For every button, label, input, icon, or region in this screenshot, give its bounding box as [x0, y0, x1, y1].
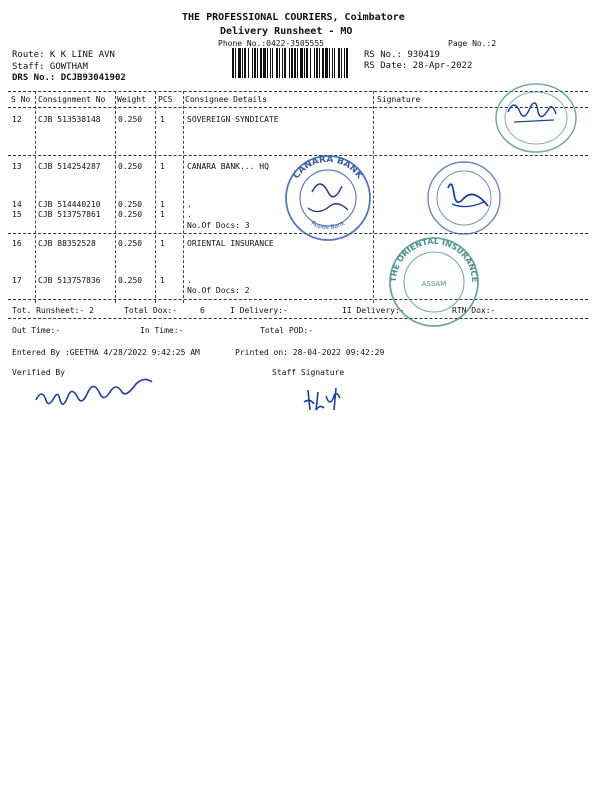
barcode-bar	[325, 48, 328, 78]
rubber-stamp-icon	[484, 82, 584, 162]
row-weight: 0.250	[118, 162, 143, 171]
row-consignment: CJB 513757861	[38, 210, 101, 219]
staff-signature	[300, 382, 360, 416]
oriental-stamp-center-text: ASSAM	[421, 280, 447, 288]
row-consignment: CJB 513538148	[38, 115, 101, 124]
barcode-bar	[304, 48, 305, 78]
document-title: Delivery Runsheet - MO	[220, 26, 353, 37]
in-time: In Time:-	[140, 326, 184, 335]
svg-text:Rupee Bank	[310, 220, 347, 231]
row-sno: 16	[12, 239, 22, 248]
col-divider	[155, 91, 156, 303]
verifier-signature	[30, 378, 170, 414]
table-bottom-rule	[8, 299, 588, 300]
total-dox-label: Total Dox:-	[124, 306, 177, 315]
barcode-bar	[338, 48, 340, 78]
barcode-bar	[279, 48, 280, 78]
col-pcs: PCS	[158, 95, 173, 104]
ii-delivery: II Delivery:-	[342, 306, 405, 315]
col-consignment: Consignment No	[38, 95, 106, 104]
barcode-bar	[306, 48, 308, 78]
row-sno: 14	[12, 200, 22, 209]
row-consignment: CJB 514440210	[38, 200, 101, 209]
i-delivery: I Delivery:-	[230, 306, 288, 315]
barcode-bar	[346, 48, 348, 78]
doc-count: No.Of Docs: 3	[187, 221, 250, 230]
barcode-bar	[267, 48, 268, 78]
barcode-bar	[332, 48, 333, 78]
barcode-bar	[322, 48, 324, 78]
canara-bank-stamp	[278, 152, 378, 242]
barcode-bar	[276, 48, 278, 78]
row-sno: 13	[12, 162, 22, 171]
barcode-bar	[254, 48, 256, 78]
row-weight: 0.250	[118, 115, 143, 124]
entered-by: Entered By :GEETHA 4/28/2022 9:42:25 AM	[12, 348, 200, 357]
rs-number: RS No.: 930419	[364, 50, 440, 60]
row-weight: 0.250	[118, 200, 143, 209]
barcode-bar	[282, 48, 283, 78]
col-divider	[115, 91, 116, 303]
barcode-bar	[260, 48, 262, 78]
row-pcs: 1	[160, 200, 165, 209]
row-consignee: CANARA BANK... HQ	[187, 162, 269, 171]
row-pcs: 1	[160, 210, 165, 219]
row-weight: 0.250	[118, 210, 143, 219]
row-pcs: 1	[160, 276, 165, 285]
row-consignment: CJB 88352528	[38, 239, 96, 248]
company-name: THE PROFESSIONAL COURIERS, Coimbatore	[182, 12, 405, 23]
row-pcs: 1	[160, 239, 165, 248]
barcode-bar	[242, 48, 243, 78]
row-consignment: CJB 514254287	[38, 162, 101, 171]
barcode-bar	[319, 48, 320, 78]
col-sno: S No	[11, 95, 31, 104]
row-sno: 12	[12, 115, 22, 124]
barcode-bar	[314, 48, 315, 78]
barcode-bar	[329, 48, 330, 78]
tot-runsheet: Tot. Runsheet:- 2	[12, 306, 94, 315]
canara-stamp-top-text: CANARA BANK	[291, 154, 365, 181]
barcode-bar	[257, 48, 258, 78]
oriental-insurance-stamp	[384, 234, 484, 330]
total-dox-value: 6	[200, 306, 205, 315]
row-consignee: ORIENTAL INSURANCE	[187, 239, 274, 248]
barcode-bar	[291, 48, 293, 78]
barcode-bar	[238, 48, 241, 78]
staff-signature-label: Staff Signature	[272, 368, 345, 377]
route-label: Route: K K LINE AVN	[12, 50, 115, 60]
staff-label: Staff: GOWTHAM	[12, 62, 88, 72]
oriental-stamp-top-text: THE ORIENTAL INSURANCE	[388, 236, 480, 283]
page-number: Page No.:2	[448, 39, 497, 48]
barcode-bar	[341, 48, 342, 78]
barcode-bar	[310, 48, 311, 78]
col-weight: Weight	[117, 95, 146, 104]
barcode-bar	[334, 48, 335, 78]
total-pod: Total POD:-	[260, 326, 313, 335]
rubber-stamp-icon	[418, 158, 508, 240]
phone-number: Phone No.:0422-3505555	[218, 39, 324, 48]
rs-date: RS Date: 28-Apr-2022	[364, 61, 473, 71]
barcode-icon	[230, 48, 350, 78]
barcode-bar	[344, 48, 345, 78]
barcode-bar	[235, 48, 236, 78]
barcode-bar	[244, 48, 246, 78]
barcode-bar	[300, 48, 303, 78]
out-time: Out Time:-	[12, 326, 61, 335]
row-consignee: SOVEREIGN SYNDICATE	[187, 115, 279, 124]
barcode-bar	[316, 48, 318, 78]
row-consignee: .	[187, 276, 192, 285]
col-consignee: Consignee Details	[185, 95, 267, 104]
rtn-dox: RTN Dox:-	[452, 306, 496, 315]
col-signature: Signature	[377, 95, 421, 104]
barcode-bar	[284, 48, 286, 78]
svg-text:CANARA BANK	[292, 155, 366, 182]
barcode-bar	[248, 48, 249, 78]
barcode-bar	[232, 48, 234, 78]
totals-rule	[8, 318, 588, 319]
doc-count: No.Of Docs: 2	[187, 286, 250, 295]
barcode-bar	[294, 48, 296, 78]
printed-on: Printed on: 28-04-2022 09:42:29	[235, 348, 385, 357]
row-consignee: .	[187, 210, 192, 219]
row-consignee: .	[187, 200, 192, 209]
barcode-bar	[289, 48, 290, 78]
row-pcs: 1	[160, 115, 165, 124]
col-divider	[35, 91, 36, 303]
verified-by-label: Verified By	[12, 368, 65, 377]
row-weight: 0.250	[118, 276, 143, 285]
barcode-bar	[263, 48, 266, 78]
drs-number: DRS No.: DCJB93041902	[12, 73, 126, 83]
row-consignment: CJB 513757836	[38, 276, 101, 285]
row-pcs: 1	[160, 162, 165, 171]
barcode-bar	[272, 48, 273, 78]
svg-text:THE ORIENTAL INSURANCE	[389, 237, 479, 283]
barcode-bar	[270, 48, 271, 78]
row-weight: 0.250	[118, 239, 143, 248]
barcode-bar	[297, 48, 298, 78]
row-sno: 17	[12, 276, 22, 285]
row-sno: 15	[12, 210, 22, 219]
barcode-bar	[252, 48, 253, 78]
canara-stamp-bottom-text: Rupee Bank	[309, 219, 347, 231]
col-divider	[183, 91, 184, 303]
